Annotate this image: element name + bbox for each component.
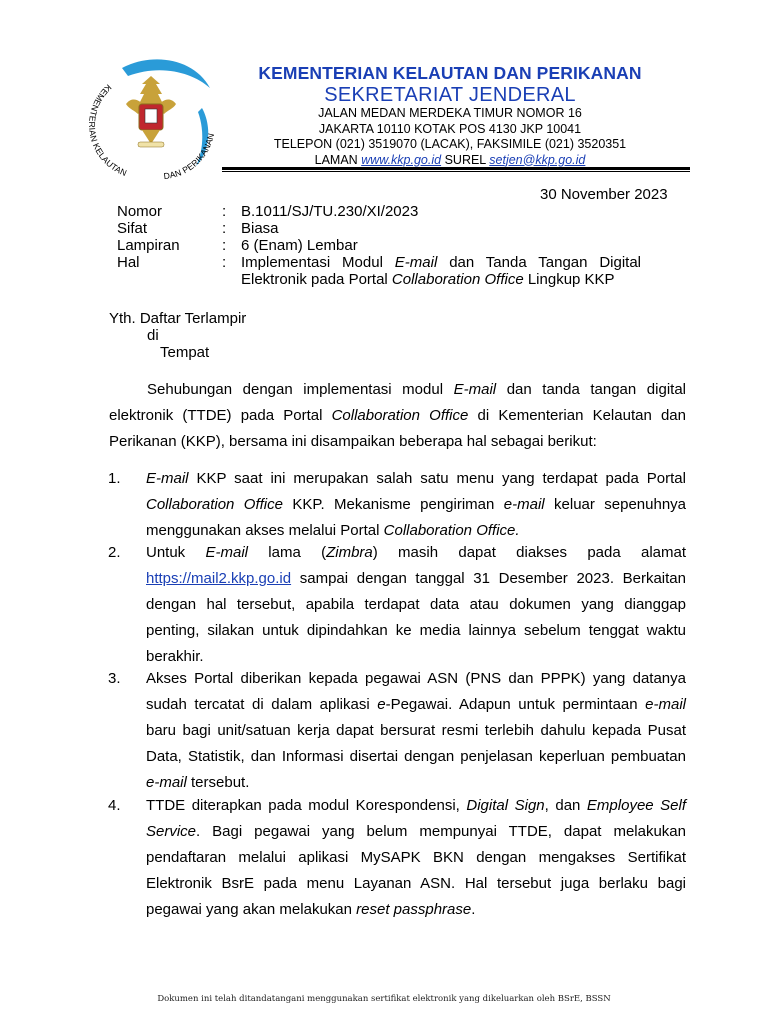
item-text-italic: Zimbra (326, 544, 373, 561)
email-link[interactable]: setjen@kkp.go.id (489, 152, 586, 167)
intro-line-2 (109, 403, 686, 429)
item-text-italic: e (377, 696, 386, 713)
lampiran-colon: : (222, 237, 227, 254)
item-text: TTDE diterapkan pada modul Korespondensi, (146, 797, 460, 814)
ministry-logo (82, 54, 220, 192)
hal-text-italic: Collaboration Office (391, 271, 524, 288)
item-line (146, 897, 686, 923)
item-text: . Bagi pegawai yang belum mempunyai TTDE, dapat melakukan (196, 823, 686, 840)
lampiran-label: Lampiran (117, 237, 180, 254)
letter-date: 30 November 2023 (540, 186, 668, 203)
signature-footer-note: Dokumen ini telah ditandatangani menggunakan sertifikat elektronik yang dikeluarkan oleh BSrE, BSSN (157, 994, 611, 1004)
intro-line-3: Perikanan (KKP), bersama ini disampaikan beberapa hal sebagai berikut: (109, 433, 597, 450)
nomor-colon: : (222, 203, 227, 220)
item-text-italic: e-mail (146, 774, 187, 791)
item-text: lama ( (268, 544, 327, 561)
item-text: pegawai yang akan melakukan (146, 901, 352, 918)
intro-text: dan tanda tangan digital (506, 381, 686, 398)
item-text: tersebut. (191, 774, 250, 791)
mail2-link[interactable]: https://mail2.kkp.go.id (146, 570, 292, 587)
item-line: Data, Statistik, dan Informasi disertai dengan penjelasan keperluan pembuatan (146, 748, 686, 765)
item-text-italic: reset passphrase (356, 901, 472, 918)
item-text-italic: E-mail (205, 544, 248, 561)
item-line (146, 819, 686, 845)
item-text: sudah tercatat di dalam aplikasi (146, 696, 370, 713)
item-text: KKP saat ini merupakan salah satu menu yang terdapat pada Portal (196, 470, 686, 487)
item-text-italic: E-mail (146, 470, 189, 487)
ministry-name: KEMENTERIAN KELAUTAN DAN PERIKANAN (258, 63, 642, 83)
secretariat-name: SEKRETARIAT JENDERAL (324, 84, 576, 106)
address-line-2: JAKARTA 10110 KOTAK POS 4130 JKP 10041 (318, 121, 582, 136)
intro-text: di Kementerian Kelautan dan (477, 407, 686, 424)
intro-paragraph (109, 377, 686, 455)
item-text: . (471, 901, 476, 918)
item-text: Untuk (146, 544, 186, 561)
item-line: Elektronik BsrE pada menu Layanan ASN. Hal tersebut juga berlaku bagi (146, 875, 686, 892)
item-text: keluar sepenuhnya (554, 496, 687, 513)
address-line-1: JALAN MEDAN MERDEKA TIMUR NOMOR 16 (318, 106, 582, 120)
web-line (230, 153, 670, 169)
logo-arc-text-left: KEMENTERIAN KELAUTAN (87, 82, 129, 179)
email-label: SUREL (444, 152, 486, 167)
hal-text: Lingkup KKP (527, 271, 615, 288)
phone-line: TELEPON (021) 3519070 (LACAK), FAKSIMILE (021) 3520351 (273, 137, 627, 151)
logo-arc-text-right: DAN PERIKANAN (163, 132, 217, 182)
intro-text: Sehubungan dengan implementasi modul (147, 381, 444, 398)
letterhead (230, 62, 670, 168)
item-line: baru bagi unit/satuan kerja dapat bersurat resmi terlebih dahulu kepada Pusat (146, 722, 686, 739)
item-number: 3. (108, 670, 121, 687)
hal-text: dan Tanda Tangan Digital (449, 254, 642, 271)
item-text-italic: Digital Sign (466, 797, 545, 814)
intro-text-italic: E-mail (453, 381, 497, 398)
item-text-italic: e-mail (503, 496, 545, 513)
item-text-italic: Collaboration Office. (383, 522, 520, 539)
item-text-italic: Employee Self (586, 797, 687, 814)
item-line (146, 692, 686, 718)
recipient-line-3: Tempat (160, 344, 210, 361)
web-label: LAMAN (314, 152, 358, 167)
sifat-value: Biasa (241, 220, 279, 237)
item-line: dengan hal tersebut, apabila terdapat data atau dokumen yang dianggap (146, 596, 686, 613)
item-text: sampai dengan tanggal 31 Desember 2023. Berkaitan (299, 570, 686, 587)
intro-line-1 (109, 377, 686, 403)
hal-text: Implementasi Modul (241, 254, 383, 271)
item-line: penting, silakan untuk dipindahkan ke media lainnya sebelum tenggat waktu (146, 622, 686, 639)
letterhead-rule-thin (222, 171, 690, 172)
item-text: , dan (544, 797, 581, 814)
nomor-value: B.1011/SJ/TU.230/XI/2023 (241, 203, 419, 220)
list-item-2 (146, 540, 686, 670)
recipient-line-1: Yth. Daftar Terlampir (109, 310, 247, 327)
svg-text:KEMENTERIAN KELAUTAN (87, 82, 128, 178)
web-link[interactable]: www.kkp.go.id (361, 152, 442, 167)
item-line (146, 466, 686, 492)
letterhead-rule-thick (222, 167, 690, 170)
svg-text:DAN PERIKANAN (163, 132, 216, 181)
hal-text-italic: E-mail (394, 254, 438, 271)
logo-swoosh-top (122, 59, 210, 88)
hal-value-line-1 (241, 254, 641, 271)
item-line (146, 540, 686, 566)
lampiran-value: 6 (Enam) Lembar (241, 237, 358, 254)
item-line: pendaftaran melalui aplikasi MySAPK BKN dengan mengakses Sertifikat (146, 849, 686, 866)
sifat-colon: : (222, 220, 227, 237)
nomor-label: Nomor (117, 203, 163, 220)
hal-label: Hal (117, 254, 140, 271)
item-text-italic: Collaboration Office (146, 496, 283, 513)
list-item-4 (146, 793, 686, 923)
intro-text: elektronik (TTDE) pada Portal (109, 407, 323, 424)
item-line (146, 492, 686, 518)
hal-colon: : (222, 254, 227, 271)
item-line (146, 566, 686, 592)
item-text-italic: Service (146, 823, 197, 840)
item-text: -Pegawai. Adapun untuk permintaan (385, 696, 638, 713)
item-number: 1. (108, 470, 121, 487)
item-number: 4. (108, 797, 121, 814)
hal-text: Elektronik pada Portal (241, 271, 388, 288)
item-line: Akses Portal diberikan kepada pegawai ASN (PNS dan PPPK) yang datanya (146, 670, 686, 687)
list-item-1 (146, 466, 686, 544)
hal-value-line-2 (241, 271, 615, 288)
item-text: menggunakan akses melalui Portal (146, 522, 380, 539)
sifat-label: Sifat (117, 220, 148, 237)
recipient-line-2: di (147, 327, 159, 344)
intro-text-italic: Collaboration Office (331, 407, 469, 424)
item-line (146, 793, 686, 819)
garuda-emblem-icon (126, 76, 176, 147)
item-text: KKP. Mekanisme pengiriman (292, 496, 495, 513)
item-text: ) masih dapat diakses pada alamat (372, 544, 686, 561)
item-text-italic: e-mail (645, 696, 686, 713)
item-line: berakhir. (146, 648, 204, 665)
item-number: 2. (108, 544, 121, 561)
list-item-3 (146, 666, 686, 796)
